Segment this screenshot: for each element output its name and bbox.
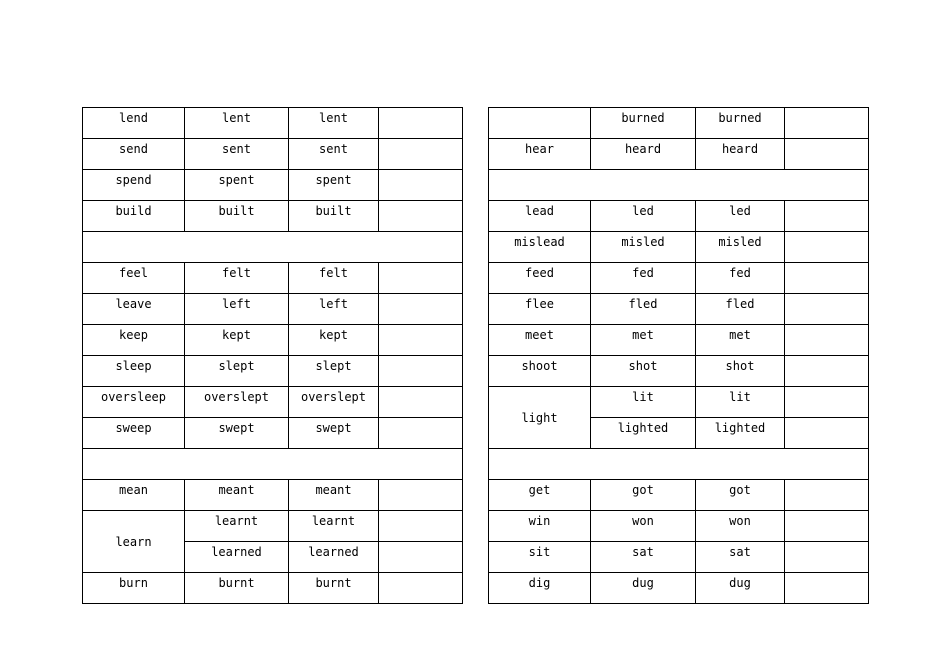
verb-row bbox=[83, 294, 463, 325]
verb-row bbox=[83, 387, 463, 418]
past-tense-cell: lighted bbox=[591, 418, 696, 449]
verb-row bbox=[489, 542, 869, 573]
blank-separator-row bbox=[489, 449, 869, 480]
separator-cell bbox=[489, 170, 869, 201]
verb-row bbox=[489, 139, 869, 170]
base-form-cell bbox=[489, 108, 591, 139]
past-participle-cell: got bbox=[696, 480, 785, 511]
verb-row bbox=[489, 232, 869, 263]
verb-row bbox=[489, 201, 869, 232]
verb-row bbox=[83, 263, 463, 294]
base-form-cell: sweep bbox=[83, 418, 185, 449]
base-form-cell: shoot bbox=[489, 356, 591, 387]
base-form-cell: light bbox=[489, 387, 591, 449]
verb-row bbox=[489, 480, 869, 511]
past-participle-cell: won bbox=[696, 511, 785, 542]
past-participle-cell: felt bbox=[289, 263, 379, 294]
blank-answer-cell bbox=[379, 511, 463, 542]
verb-row bbox=[489, 263, 869, 294]
blank-answer-cell bbox=[379, 325, 463, 356]
verb-row bbox=[489, 294, 869, 325]
base-form-cell: build bbox=[83, 201, 185, 232]
past-tense-cell: swept bbox=[185, 418, 289, 449]
past-tense-cell: overslept bbox=[185, 387, 289, 418]
past-participle-cell: lit bbox=[696, 387, 785, 418]
verb-row bbox=[83, 480, 463, 511]
blank-answer-cell bbox=[785, 542, 869, 573]
past-participle-cell: swept bbox=[289, 418, 379, 449]
verb-row bbox=[489, 356, 869, 387]
blank-answer-cell bbox=[379, 418, 463, 449]
blank-answer-cell bbox=[785, 356, 869, 387]
separator-cell bbox=[489, 449, 869, 480]
past-tense-cell: burnt bbox=[185, 573, 289, 604]
base-form-cell: sit bbox=[489, 542, 591, 573]
left-verb-table bbox=[82, 107, 463, 604]
verb-row bbox=[489, 511, 869, 542]
past-tense-cell: misled bbox=[591, 232, 696, 263]
verb-row bbox=[83, 356, 463, 387]
past-participle-cell: dug bbox=[696, 573, 785, 604]
past-tense-cell: sent bbox=[185, 139, 289, 170]
past-participle-cell: lighted bbox=[696, 418, 785, 449]
blank-answer-cell bbox=[379, 573, 463, 604]
past-participle-cell: left bbox=[289, 294, 379, 325]
base-form-cell: get bbox=[489, 480, 591, 511]
blank-answer-cell bbox=[785, 263, 869, 294]
past-tense-cell: dug bbox=[591, 573, 696, 604]
past-tense-cell: led bbox=[591, 201, 696, 232]
past-participle-cell: built bbox=[289, 201, 379, 232]
past-tense-cell: kept bbox=[185, 325, 289, 356]
past-participle-cell: led bbox=[696, 201, 785, 232]
base-form-cell: oversleep bbox=[83, 387, 185, 418]
blank-answer-cell bbox=[379, 294, 463, 325]
past-participle-cell: spent bbox=[289, 170, 379, 201]
verb-row bbox=[489, 108, 869, 139]
past-participle-cell: learned bbox=[289, 542, 379, 573]
right-verb-table bbox=[488, 107, 869, 604]
base-form-cell: spend bbox=[83, 170, 185, 201]
past-tense-cell: slept bbox=[185, 356, 289, 387]
base-form-cell: feed bbox=[489, 263, 591, 294]
base-form-cell: flee bbox=[489, 294, 591, 325]
past-participle-cell: burnt bbox=[289, 573, 379, 604]
past-tense-cell: burned bbox=[591, 108, 696, 139]
past-tense-cell: felt bbox=[185, 263, 289, 294]
past-participle-cell: sent bbox=[289, 139, 379, 170]
base-form-cell: keep bbox=[83, 325, 185, 356]
blank-answer-cell bbox=[785, 418, 869, 449]
verb-row bbox=[83, 418, 463, 449]
past-tense-cell: lit bbox=[591, 387, 696, 418]
blank-answer-cell bbox=[379, 356, 463, 387]
separator-cell bbox=[83, 232, 463, 263]
verb-row bbox=[83, 511, 463, 542]
past-tense-cell: learnt bbox=[185, 511, 289, 542]
verb-row bbox=[83, 325, 463, 356]
base-form-cell: leave bbox=[83, 294, 185, 325]
base-form-cell: send bbox=[83, 139, 185, 170]
past-tense-cell: built bbox=[185, 201, 289, 232]
blank-answer-cell bbox=[785, 387, 869, 418]
past-tense-cell: shot bbox=[591, 356, 696, 387]
blank-separator-row bbox=[83, 232, 463, 263]
past-tense-cell: met bbox=[591, 325, 696, 356]
separator-cell bbox=[83, 449, 463, 480]
blank-answer-cell bbox=[379, 480, 463, 511]
blank-answer-cell bbox=[785, 511, 869, 542]
past-participle-cell: sat bbox=[696, 542, 785, 573]
past-participle-cell: meant bbox=[289, 480, 379, 511]
blank-answer-cell bbox=[785, 139, 869, 170]
past-participle-cell: heard bbox=[696, 139, 785, 170]
base-form-cell: meet bbox=[489, 325, 591, 356]
base-form-cell: learn bbox=[83, 511, 185, 573]
past-tense-cell: got bbox=[591, 480, 696, 511]
base-form-cell: feel bbox=[83, 263, 185, 294]
past-tense-cell: fled bbox=[591, 294, 696, 325]
past-tense-cell: won bbox=[591, 511, 696, 542]
past-tense-cell: meant bbox=[185, 480, 289, 511]
past-participle-cell: fed bbox=[696, 263, 785, 294]
past-tense-cell: lent bbox=[185, 108, 289, 139]
base-form-cell: dig bbox=[489, 573, 591, 604]
base-form-cell: lead bbox=[489, 201, 591, 232]
verb-row bbox=[489, 573, 869, 604]
blank-answer-cell bbox=[379, 201, 463, 232]
verb-row bbox=[83, 573, 463, 604]
past-participle-cell: overslept bbox=[289, 387, 379, 418]
base-form-cell: mean bbox=[83, 480, 185, 511]
verb-row bbox=[489, 387, 869, 418]
past-participle-cell: slept bbox=[289, 356, 379, 387]
past-tense-cell: learned bbox=[185, 542, 289, 573]
blank-answer-cell bbox=[379, 108, 463, 139]
verb-row bbox=[83, 108, 463, 139]
base-form-cell: win bbox=[489, 511, 591, 542]
past-participle-cell: learnt bbox=[289, 511, 379, 542]
blank-answer-cell bbox=[785, 294, 869, 325]
blank-answer-cell bbox=[379, 170, 463, 201]
past-tense-cell: left bbox=[185, 294, 289, 325]
past-tense-cell: spent bbox=[185, 170, 289, 201]
verb-row bbox=[83, 201, 463, 232]
blank-answer-cell bbox=[785, 480, 869, 511]
past-participle-cell: fled bbox=[696, 294, 785, 325]
base-form-cell: hear bbox=[489, 139, 591, 170]
past-participle-cell: shot bbox=[696, 356, 785, 387]
past-tense-cell: sat bbox=[591, 542, 696, 573]
blank-separator-row bbox=[489, 170, 869, 201]
verb-row bbox=[489, 325, 869, 356]
verb-row bbox=[83, 170, 463, 201]
past-tense-cell: fed bbox=[591, 263, 696, 294]
past-participle-cell: met bbox=[696, 325, 785, 356]
base-form-cell: mislead bbox=[489, 232, 591, 263]
blank-answer-cell bbox=[379, 263, 463, 294]
past-tense-cell: heard bbox=[591, 139, 696, 170]
blank-answer-cell bbox=[379, 387, 463, 418]
blank-answer-cell bbox=[785, 201, 869, 232]
past-participle-cell: kept bbox=[289, 325, 379, 356]
blank-answer-cell bbox=[785, 108, 869, 139]
blank-separator-row bbox=[83, 449, 463, 480]
past-participle-cell: lent bbox=[289, 108, 379, 139]
past-participle-cell: burned bbox=[696, 108, 785, 139]
past-participle-cell: misled bbox=[696, 232, 785, 263]
base-form-cell: sleep bbox=[83, 356, 185, 387]
blank-answer-cell bbox=[785, 232, 869, 263]
blank-answer-cell bbox=[379, 542, 463, 573]
blank-answer-cell bbox=[379, 139, 463, 170]
blank-answer-cell bbox=[785, 573, 869, 604]
base-form-cell: burn bbox=[83, 573, 185, 604]
verb-row bbox=[83, 139, 463, 170]
blank-answer-cell bbox=[785, 325, 869, 356]
base-form-cell: lend bbox=[83, 108, 185, 139]
